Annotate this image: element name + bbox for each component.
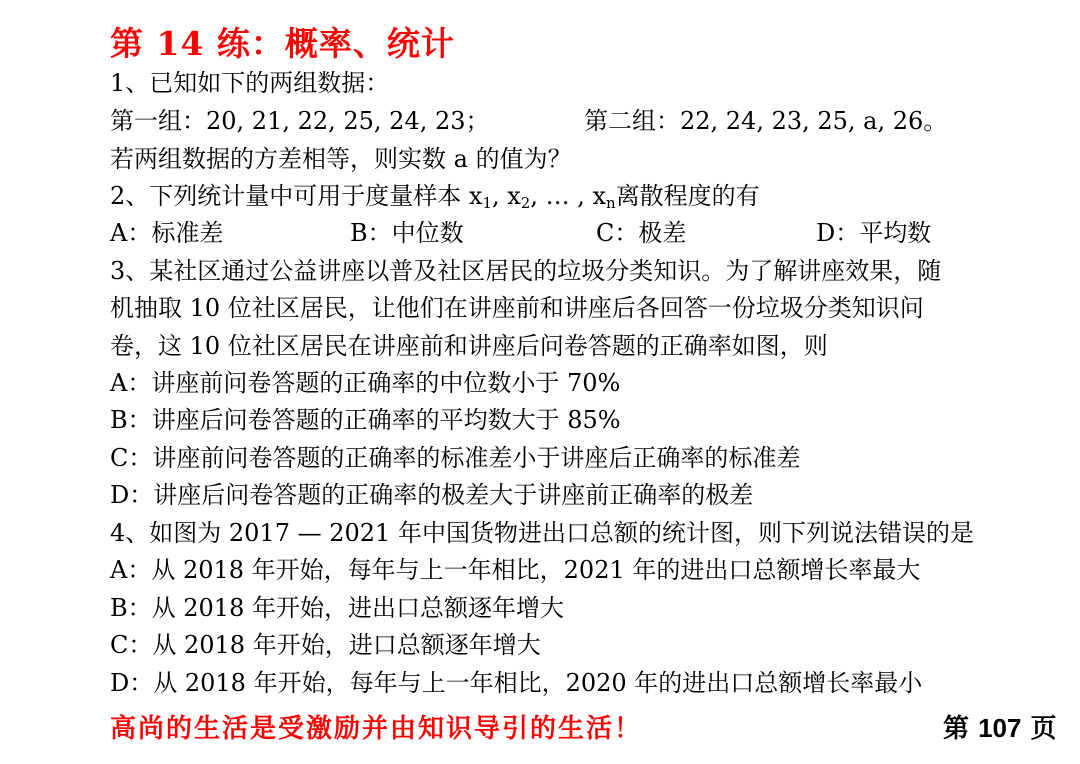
q2-stem — [110, 181, 760, 218]
q3-option-c: C：讲座前问卷答题的正确率的标准差小于讲座后正确率的标准差 — [110, 444, 801, 472]
q4-option-a: A：从 2018 年开始，每年与上一年相比，2021 年的进出口总额增长率最大 — [110, 556, 921, 584]
q3-stem-line2: 机抽取 10 位社区居民，让他们在讲座前和讲座后各回答一份垃圾分类知识问 — [110, 294, 924, 322]
q2-option-c: C：极差 — [596, 219, 687, 247]
footer-motto: 高尚的生活是受激励并由知识导引的生活！ — [110, 714, 643, 744]
page-number-value: 107 — [978, 713, 1022, 743]
q1-group1: 第一组：20, 21, 22, 25, 24, 23； — [110, 107, 490, 135]
q2-sub1: 1 — [482, 194, 492, 212]
q4-stem: 4、如图为 2017 — 2021 年中国货物进出口总额的统计图，则下列说法错误的是 — [110, 519, 974, 547]
page-number — [943, 708, 1057, 745]
q2-option-d: D：平均数 — [816, 219, 932, 247]
q2-stem-prefix: 2、下列统计量中可用于度量样本 x — [110, 182, 483, 210]
q1-question: 若两组数据的方差相等，则实数 a 的值为？ — [110, 145, 572, 173]
q2-subn: n — [606, 194, 616, 212]
q2-option-b: B：中位数 — [350, 219, 464, 247]
q2-sub2: 2 — [520, 194, 531, 212]
page-number-suffix: 页 — [1030, 714, 1057, 744]
q2-option-a: A：标准差 — [110, 219, 224, 247]
q3-stem-line3: 卷，这 10 位社区居民在讲座前和讲座后问卷答题的正确率如图，则 — [110, 332, 828, 360]
q3-option-b: B：讲座后问卷答题的正确率的平均数大于 85% — [110, 406, 621, 434]
q1-intro: 1、已知如下的两组数据： — [110, 69, 390, 97]
q2-mid2: , … , x — [530, 182, 607, 210]
q1-group2: 第二组：22, 24, 23, 25, a, 26。 — [584, 107, 948, 135]
q3-option-a: A：讲座前问卷答题的正确率的中位数小于 70% — [110, 369, 621, 397]
q2-stem-suffix: 离散程度的有 — [615, 182, 760, 210]
q4-option-c: C：从 2018 年开始，进口总额逐年增大 — [110, 631, 541, 659]
q3-option-d: D：讲座后问卷答题的正确率的极差大于讲座前正确率的极差 — [110, 481, 754, 509]
page-title: 第 14 练：概率、统计 — [110, 24, 455, 63]
q3-stem-line1: 3、某社区通过公益讲座以普及社区居民的垃圾分类知识。为了解讲座效果，随 — [110, 257, 942, 285]
q2-mid1: , x — [491, 182, 521, 210]
page-number-prefix: 第 — [943, 714, 970, 744]
q4-option-b: B：从 2018 年开始，进出口总额逐年增大 — [110, 594, 564, 622]
q4-option-d: D：从 2018 年开始，每年与上一年相比，2020 年的进出口总额增长率最小 — [110, 669, 923, 697]
